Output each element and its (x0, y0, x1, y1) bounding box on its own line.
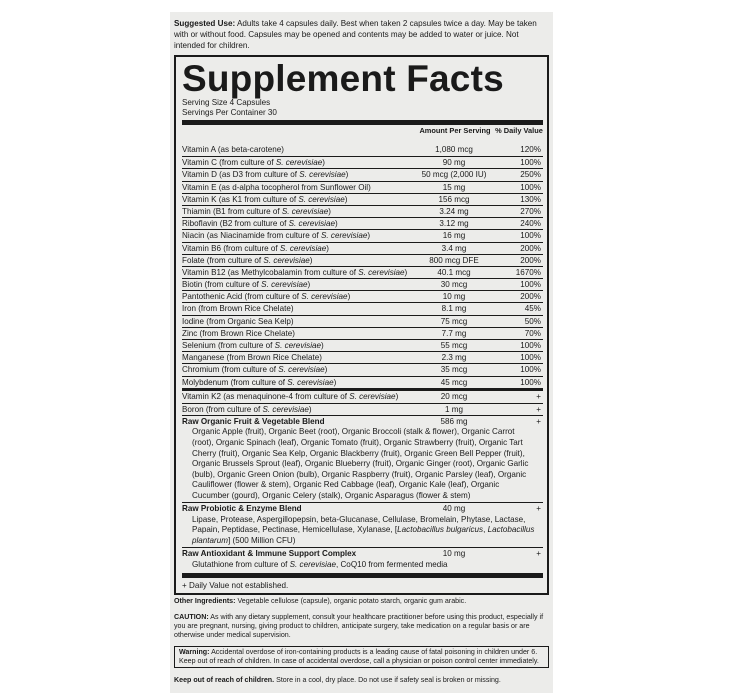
nutrient-amount: 55 mcg (440, 341, 468, 350)
nutrient-dv: 100% (520, 353, 541, 363)
nutrient-name: Manganese (from Brown Rice Chelate) (182, 353, 322, 363)
nutrient-row (182, 278, 543, 290)
nutrient-amount: 586 mg (440, 417, 468, 427)
nutrient-row (182, 229, 543, 241)
nutrient-dv: 200% (520, 255, 541, 265)
nutrient-dv: 240% (520, 219, 541, 229)
blend-list (182, 415, 543, 571)
nutrient-name: Niacin (as Niacinamide from culture of S. cerevisiae) (182, 231, 371, 241)
amount-header: Amount Per Serving (419, 126, 491, 135)
column-headers (182, 125, 543, 144)
nutrient-row (182, 376, 543, 388)
nutrient-row (182, 156, 543, 168)
nutrient-name: Iodine (from Organic Sea Kelp) (182, 316, 294, 326)
nutrient-amount: 1,080 mcg (435, 145, 473, 154)
nutrient-row (182, 168, 543, 180)
nutrient-row (182, 302, 543, 314)
nutrient-dv: 270% (520, 206, 541, 216)
suggested-use: Suggested Use: Adults take 4 capsules daily. Best when taken 2 capsules twice a day. May be taken with or without food. Capsules may be opened and contents may be added to water or juice. Not intended for children. (174, 19, 537, 50)
nutrient-dv: 250% (520, 170, 541, 180)
supplement-label (170, 12, 553, 693)
nutrient-amount: 7.7 mg (441, 328, 467, 338)
nutrient-name: Thiamin (B1 from culture of S. cerevisiae) (182, 206, 331, 216)
nutrient-amount: 35 mcg (440, 365, 468, 375)
nutrient-row (182, 205, 543, 217)
nutrient-amount: 3.4 mg (441, 243, 467, 253)
blend-ingredients: Lipase, Protease, Aspergillopepsin, beta-Glucanase, Cellulase, Bromelain, Phytase, Lactase, Papain, Peptidase, Pectinase, Hemicellulase, Xylanase, [Lactobacillus bulgaricus, Lactobacillus plantarum] (500 Million CFU) (192, 514, 535, 545)
nutrient-name: Pantothenic Acid (from culture of S. cerevisiae) (182, 292, 351, 302)
nutrient-name: Vitamin K2 (as menaquinone-4 from culture of S. cerevisiae) (182, 391, 399, 401)
nutrient-dv: 100% (520, 158, 541, 168)
nutrient-dv: 200% (520, 243, 541, 253)
storage-note: Keep out of reach of children. Store in a cool, dry place. Do not use if safety seal is broken or missing. (174, 675, 501, 684)
nutrient-row (182, 266, 543, 278)
nutrient-row (182, 363, 543, 375)
nutrient-amount: 156 mcg (438, 194, 470, 204)
nutrient-dv: 120% (520, 145, 541, 154)
nutrient-amount: 3.24 mg (439, 206, 469, 216)
nutrient-name: Raw Probiotic & Enzyme Blend (182, 504, 302, 514)
nutrient-row (182, 193, 543, 205)
nutrient-row (182, 502, 543, 514)
extras-list (182, 391, 543, 415)
nutrient-name: Vitamin K (as K1 from culture of S. cerevisiae) (182, 194, 348, 204)
nutrient-dv: 1670% (515, 267, 541, 277)
nutrient-dv: 45% (524, 304, 541, 314)
nutrient-name: Vitamin B12 (as Methylcobalamin from culture of S. cerevisiae) (182, 267, 408, 277)
dv-header: % Daily Value (495, 126, 543, 135)
nutrient-dv: + (536, 504, 541, 514)
nutrient-dv: 100% (520, 365, 541, 375)
other-ingredients: Other Ingredients: Vegetable cellulose (capsule), organic potato starch, organic gum arabic. (174, 597, 467, 606)
nutrient-dv: 70% (524, 328, 541, 338)
nutrient-name: Vitamin C (from culture of S. cerevisiae) (182, 158, 325, 168)
nutrient-amount: 8.1 mg (441, 304, 467, 314)
nutrient-row (182, 290, 543, 302)
nutrient-dv: 100% (520, 377, 541, 387)
nutrient-name: Riboflavin (B2 from culture of S. cerevisiae) (182, 219, 338, 229)
nutrient-amount: 45 mcg (440, 377, 468, 387)
nutrient-row (182, 351, 543, 363)
nutrient-row (182, 254, 543, 266)
nutrient-amount: 75 mcg (440, 316, 468, 326)
nutrient-name: Folate (from culture of S. cerevisiae) (182, 255, 313, 265)
nutrient-amount: 90 mg (442, 158, 466, 168)
blend-ingredients: Organic Apple (fruit), Organic Beet (root), Organic Broccoli (stalk & flower), Organic Carrot (root), Organic Spinach (leaf), Organic Tomato (fruit), Organic Strawberry (fruit), Organic Tart Cherry (fruit), Organic Sea Kelp, Organic Blackberry (fruit), Organic Green Bell Pepper (fruit), Organic Brussels Sprout (leaf), Organic Blueberry (fruit), Organic Ginger (root), Organic Garlic (bulb), Organic Green Onion (bulb), Organic Raspberry (fruit), Organic Parsley (leaf), Organic Cauliflower (flower & stem), Organic Red Cabbage (leaf), Organic Kale (leaf), Organic Cucumber (gourd), Organic Celery (stalk), Organic Asparagus (flower & stem) (192, 427, 529, 500)
warning-box: Warning: Accidental overdose of iron-containing products is a leading cause of fatal poisoning in children under 6. Keep out of reach of children. In case of accidental overdose, call a physician or poison control center immediately. (174, 646, 549, 668)
panel-title: Supplement Facts (182, 58, 504, 99)
nutrient-dv: 100% (520, 231, 541, 241)
nutrient-name: Iron (from Brown Rice Chelate) (182, 304, 294, 314)
nutrient-amount: 40.1 mcg (437, 267, 471, 277)
nutrient-dv: + (536, 417, 541, 427)
nutrient-name: Raw Antioxidant & Immune Support Complex (182, 549, 357, 559)
nutrient-dv: 200% (520, 292, 541, 302)
nutrient-name: Selenium (from culture of S. cerevisiae) (182, 341, 324, 350)
nutrient-dv: 130% (520, 194, 541, 204)
nutrient-dv: + (536, 404, 541, 414)
nutrient-name: Vitamin A (as beta-carotene) (182, 145, 284, 154)
nutrient-row (182, 391, 543, 403)
nutrient-row (182, 144, 543, 156)
nutrient-name: Zinc (from Brown Rice Chelate) (182, 328, 295, 338)
nutrient-amount: 2.3 mg (441, 353, 467, 363)
nutrient-dv: 100% (520, 182, 541, 192)
nutrient-dv: 100% (520, 341, 541, 350)
nutrient-dv: 50% (524, 316, 541, 326)
nutrient-amount: 15 mg (442, 182, 466, 192)
nutrient-amount: 3.12 mg (439, 219, 469, 229)
nutrient-dv: 100% (520, 280, 541, 290)
nutrient-name: Boron (from culture of S. cerevisiae) (182, 404, 312, 414)
nutrient-row (182, 217, 543, 229)
nutrient-name: Biotin (from culture of S. cerevisiae) (182, 280, 311, 290)
nutrient-amount: 800 mcg DFE (429, 255, 479, 265)
nutrient-row (182, 547, 543, 559)
nutrient-row (182, 242, 543, 254)
caution-text: CAUTION: As with any dietary supplement, consult your healthcare practitioner before using this product, especially if you are pregnant, nursing, giving product to children, anticipate surgery, take medication on a regular basis or are otherwise under medical supervision. (174, 612, 544, 639)
nutrient-amount: 40 mg (442, 504, 466, 514)
supplement-facts-panel (174, 55, 549, 595)
nutrient-row (182, 181, 543, 193)
nutrient-dv: + (536, 391, 541, 401)
nutrient-row (182, 403, 543, 415)
nutrient-name: Vitamin E (as d-alpha tocopherol from Sunflower Oil) (182, 182, 371, 192)
nutrient-row (182, 415, 543, 427)
nutrient-amount: 10 mg (442, 549, 466, 559)
serving-size: Serving Size 4 Capsules (182, 98, 271, 107)
nutrient-row (182, 315, 543, 327)
servings-per-container: Servings Per Container 30 (182, 108, 277, 117)
nutrient-row (182, 327, 543, 339)
nutrient-name: Vitamin B6 (from culture of S. cerevisiae) (182, 243, 329, 253)
nutrient-amount: 50 mcg (2,000 IU) (421, 170, 487, 180)
nutrient-amount: 10 mg (442, 292, 466, 302)
nutrient-dv: + (536, 549, 541, 559)
nutrient-amount: 16 mg (442, 231, 466, 241)
nutrient-amount: 20 mcg (440, 391, 468, 401)
blend-ingredients: Glutathione from culture of S. cerevisiae, CoQ10 from fermented media (192, 559, 448, 569)
nutrient-name: Vitamin D (as D3 from culture of S. cerevisiae) (182, 170, 349, 180)
nutrient-name: Molybdenum (from culture of S. cerevisiae) (182, 377, 337, 387)
dv-footnote: + Daily Value not established. (182, 581, 289, 591)
nutrient-name: Chromium (from culture of S. cerevisiae) (182, 365, 328, 375)
nutrient-name: Raw Organic Fruit & Vegetable Blend (182, 417, 325, 427)
nutrient-amount: 1 mg (445, 404, 463, 414)
nutrient-amount: 30 mcg (440, 280, 468, 290)
nutrient-list (182, 144, 543, 388)
nutrient-row (182, 339, 543, 351)
